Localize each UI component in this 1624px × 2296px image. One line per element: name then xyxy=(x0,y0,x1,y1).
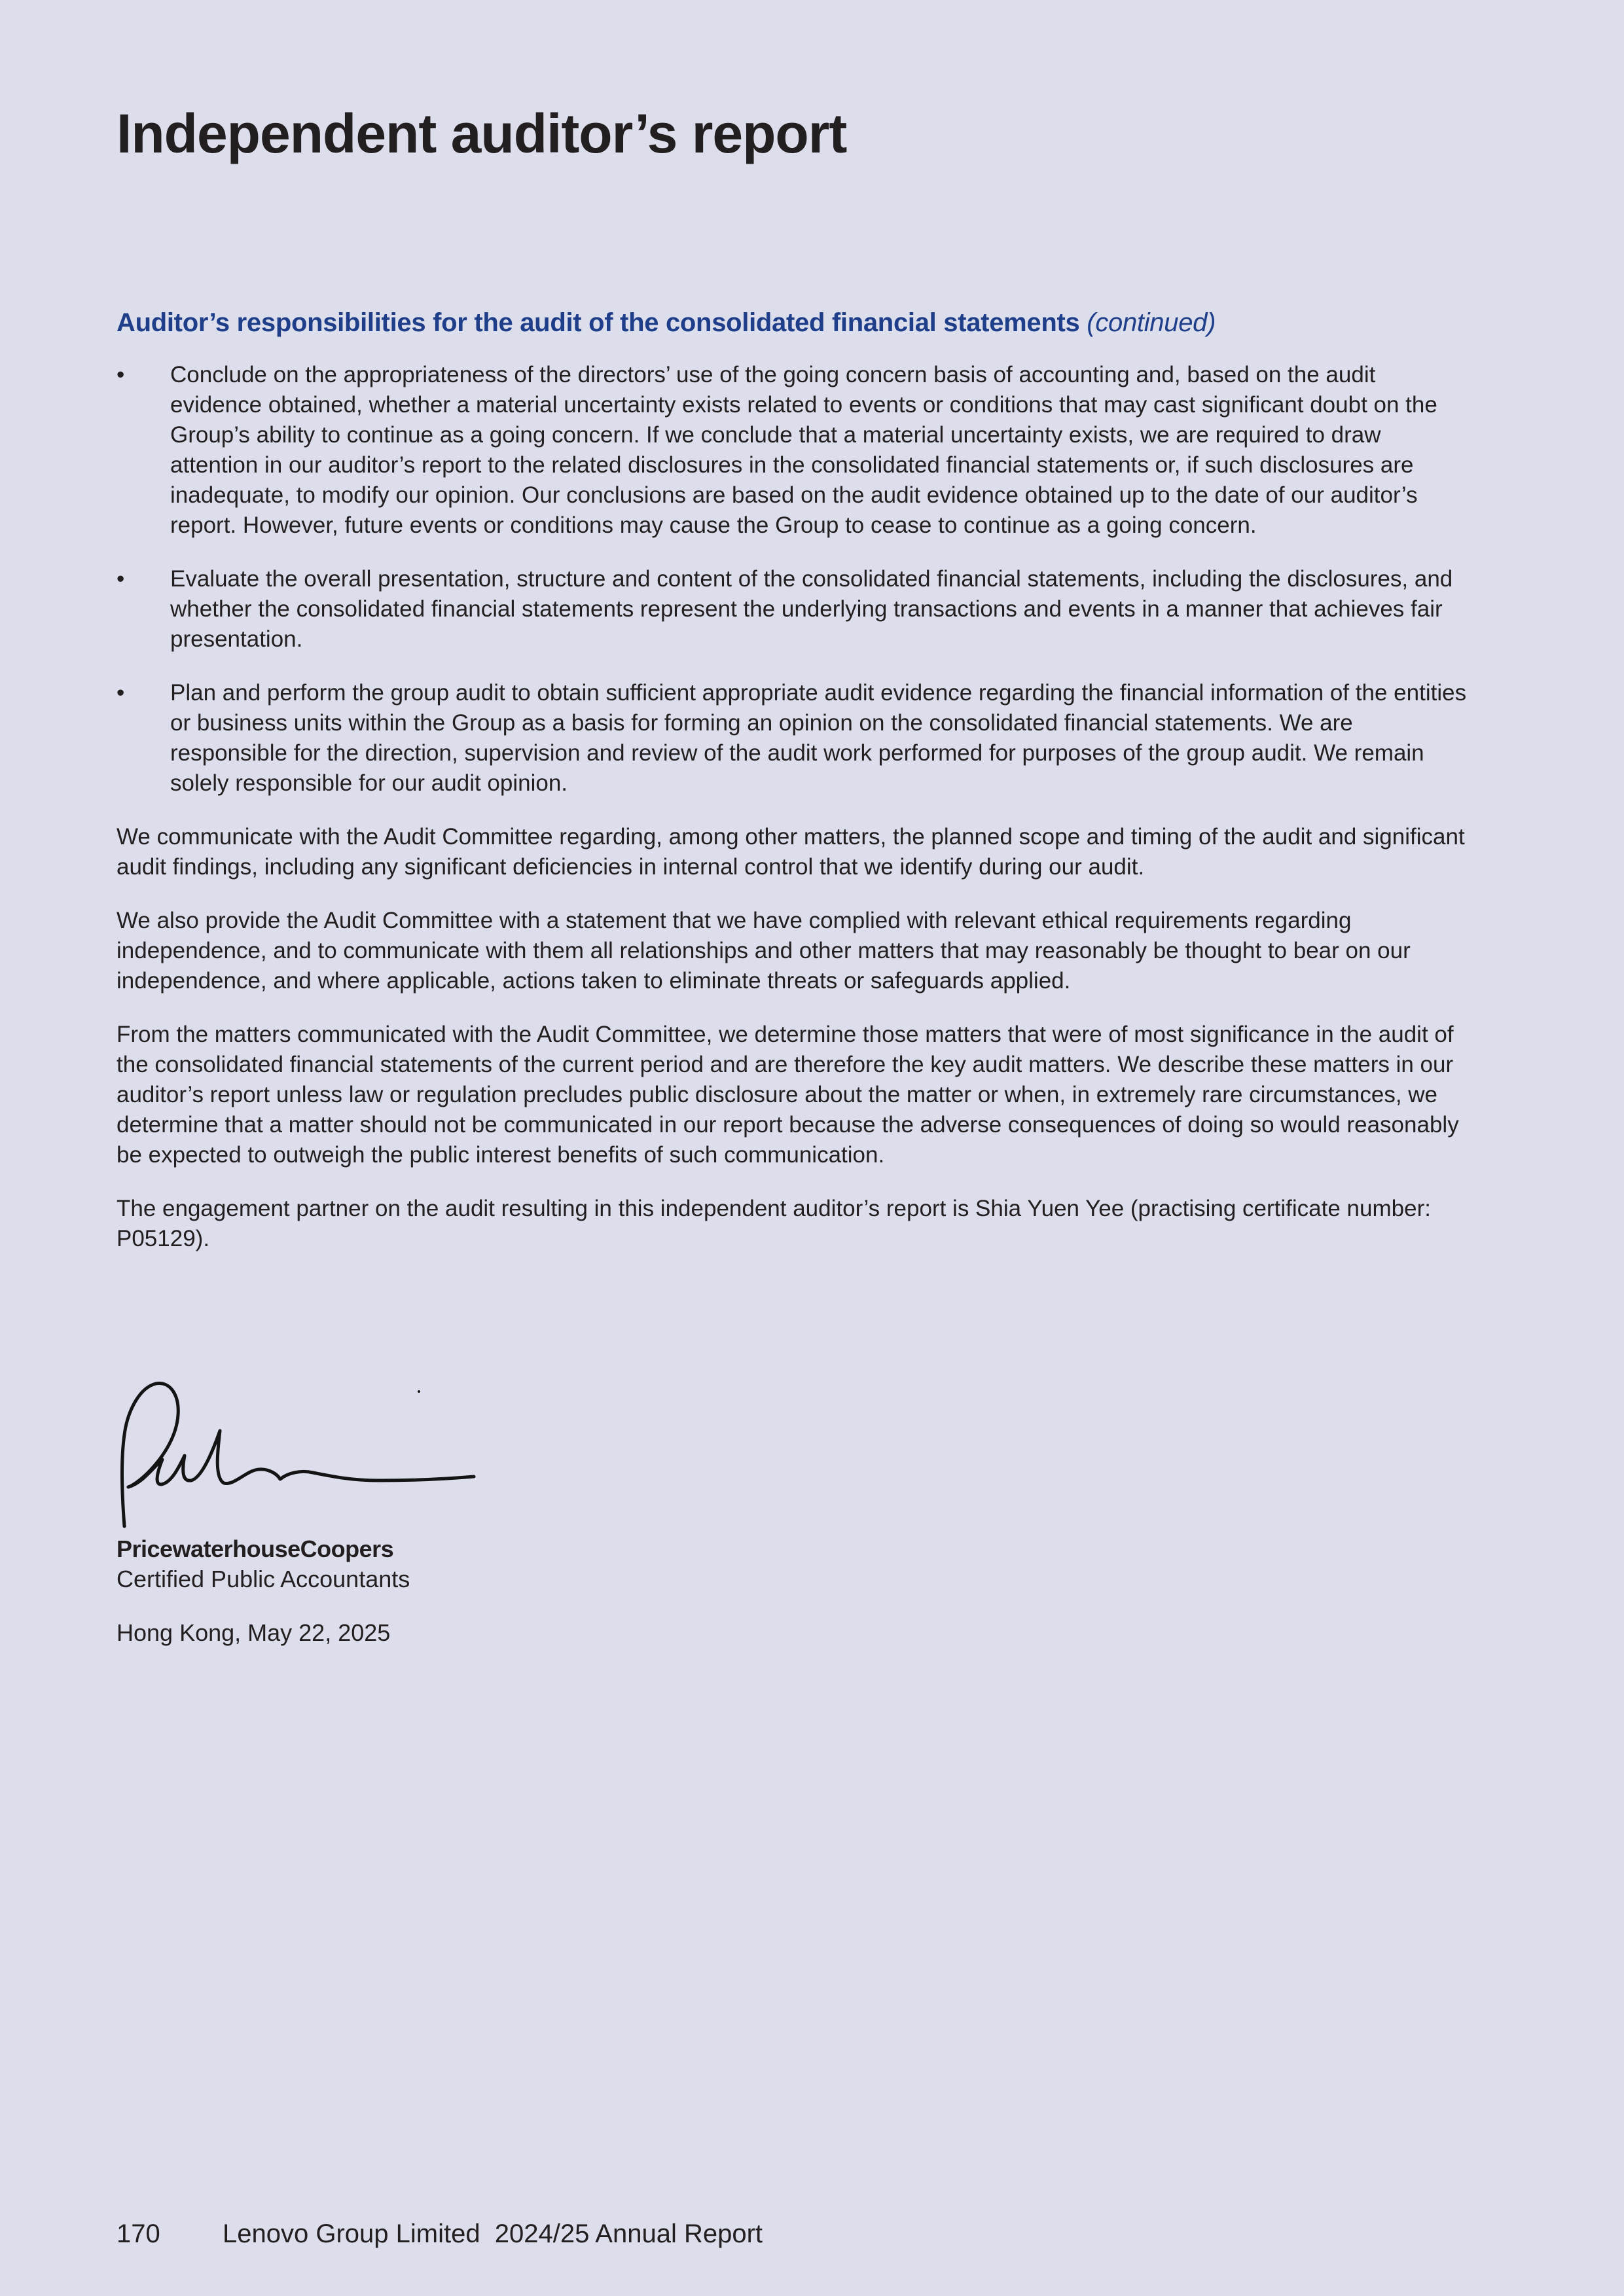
firm-description: Certified Public Accountants xyxy=(117,1566,410,1592)
list-item xyxy=(117,360,1471,541)
place-and-date: Hong Kong, May 22, 2025 xyxy=(117,1619,391,1646)
footer-report-title: Lenovo Group Limited 2024/25 Annual Report xyxy=(223,2219,763,2248)
signature-block xyxy=(117,1374,483,1648)
section-heading-continued: (continued) xyxy=(1087,308,1216,337)
paragraph-key-audit-matters: From the matters communicated with the Audit Committee, we determine those matters that were of most significance in the audit of the consolidated financial statements of the current period and are therefore the key audit matters. We describe these matters in our auditor’s report unless law or regulation precludes public disclosure about the matter or when, in extremely rare circumstances, we determine that a matter should not be communicated in our report because the adverse consequences of doing so would reasonably be expected to outweigh the public interest benefits of such communication. xyxy=(117,1022,1459,1168)
bullet-marker: • xyxy=(117,566,125,592)
bullet-text: Evaluate the overall presentation, structure and content of the consolidated financial statements, including the disclosures, and whether the consolidated financial statements represent the underlying transactions and events in a manner that achieves fair presentation. xyxy=(170,566,1453,652)
responsibilities-list xyxy=(117,360,1471,798)
paragraph-engagement-partner: The engagement partner on the audit resulting in this independent auditor’s report is Shia Yuen Yee (practising certificate number: P05129). xyxy=(117,1196,1431,1251)
section-heading-text: Auditor’s responsibilities for the audit of the consolidated financial statements xyxy=(117,308,1080,337)
bullet-text: Plan and perform the group audit to obtain sufficient appropriate audit evidence regarding the financial information of the entities or business units within the Group as a basis for forming an opinion on the consolidated financial statements. We are responsible for the direction, supervision and review of the audit work performed for purposes of the group audit. We remain solely responsible for our audit opinion. xyxy=(170,680,1467,796)
page-footer xyxy=(117,2217,763,2250)
paragraph-communication: We communicate with the Audit Committee regarding, among other matters, the planned scope and timing of the audit and significant audit findings, including any significant deficiencies in internal control that we identify during our audit. xyxy=(117,824,1465,880)
section-heading xyxy=(117,302,1471,343)
report-body xyxy=(117,302,1471,1278)
list-item xyxy=(117,564,1471,655)
handwritten-signature xyxy=(117,1374,483,1532)
bullet-marker: • xyxy=(117,362,125,387)
firm-name: PricewaterhouseCoopers xyxy=(117,1535,394,1562)
page-title: Independent auditor’s report xyxy=(117,103,847,164)
page-number: 170 xyxy=(117,2219,160,2248)
bullet-marker: • xyxy=(117,680,125,706)
bullet-text: Conclude on the appropriateness of the directors’ use of the going concern basis of accounting and, based on the audit evidence obtained, whether a material uncertainty exists related to events or conditions that may cast significant doubt on the Group’s ability to continue as a going concern. If we conclude that a material uncertainty exists, we are required to draw attention in our auditor’s report to the related disclosures in the consolidated financial statements or, if such disclosures are inadequate, to modify our opinion. Our conclusions are based on the audit evidence obtained up to the date of our auditor’s report. However, future events or conditions may cause the Group to cease to continue as a going concern. xyxy=(170,362,1437,538)
paragraph-independence: We also provide the Audit Committee with a statement that we have complied with relevant ethical requirements regarding independence, and to communicate with them all relationships and other matters that may reasonably be thought to bear on our independence, and where applicable, actions taken to eliminate threats or safeguards applied. xyxy=(117,908,1411,994)
list-item xyxy=(117,678,1471,798)
